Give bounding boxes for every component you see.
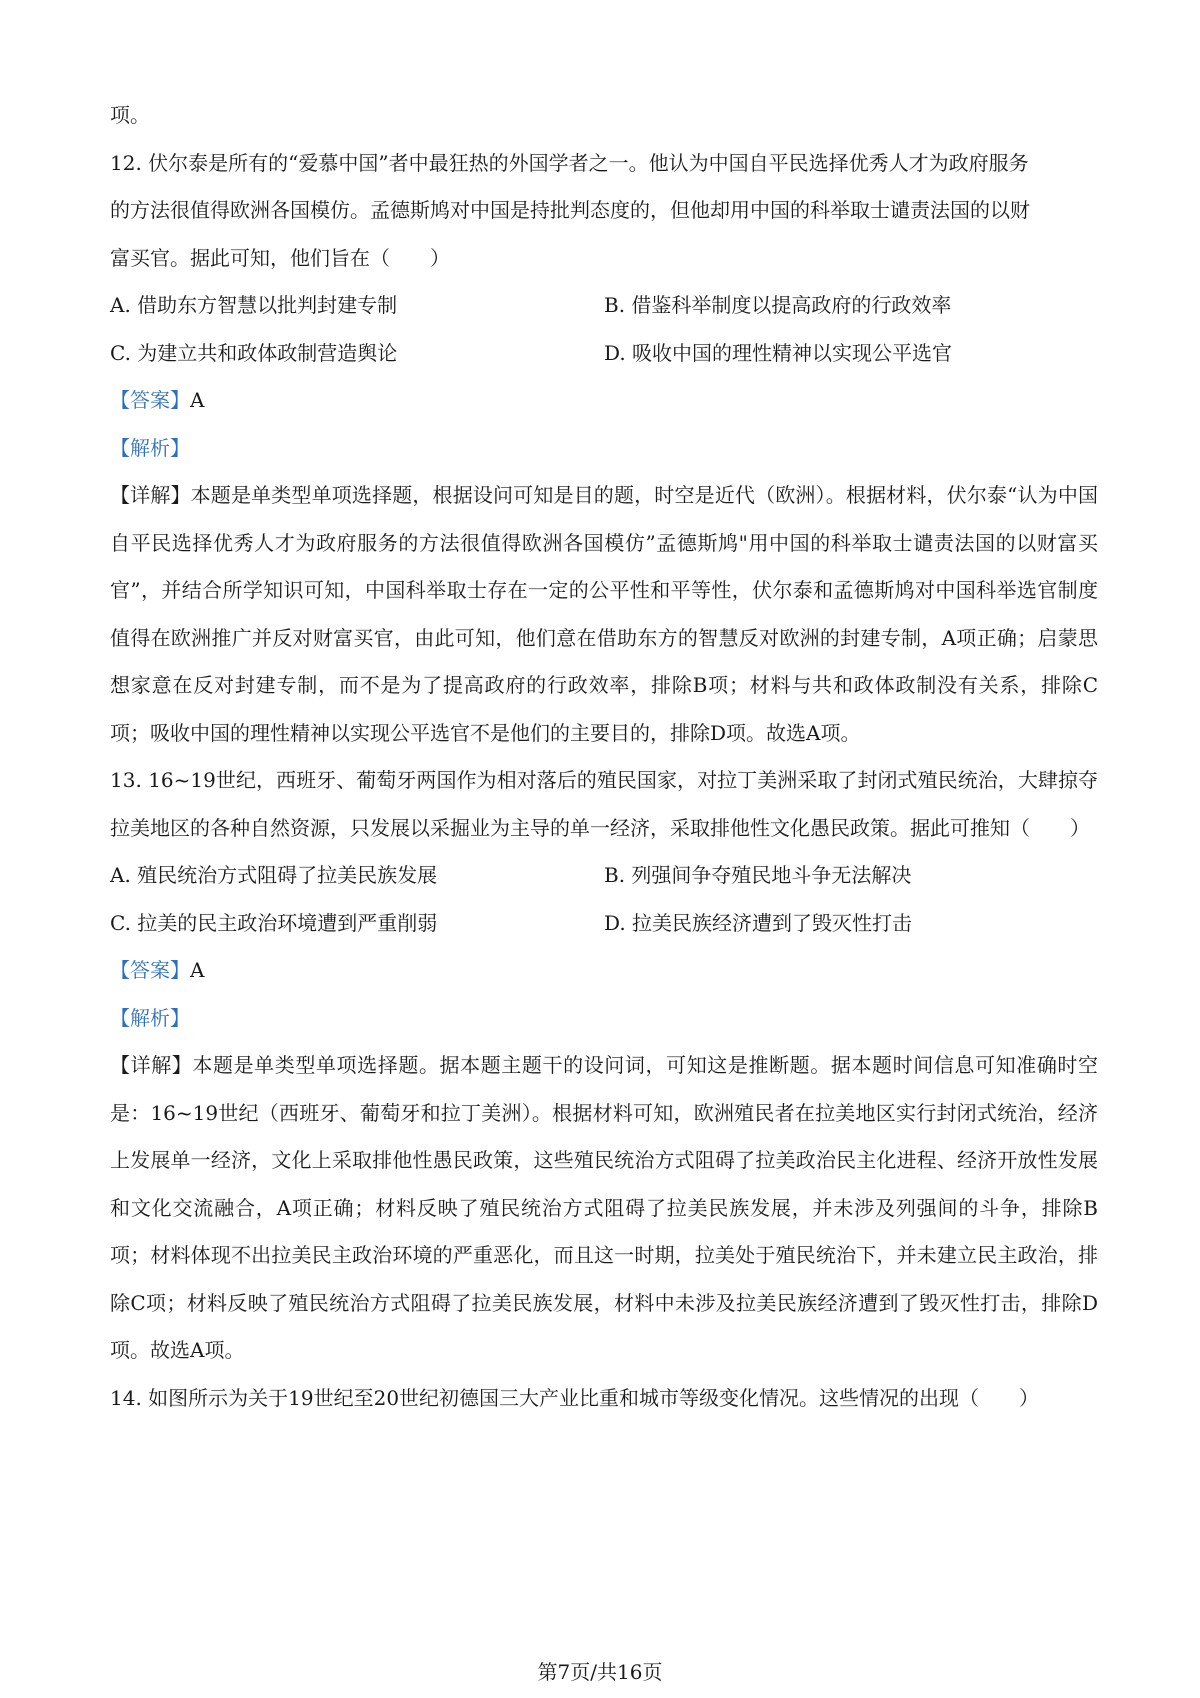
question-13-detail xyxy=(110,1042,1098,1375)
question-13-options-row-1 xyxy=(110,852,1098,900)
analysis-tag: 【解析】 xyxy=(110,1005,190,1030)
answer-tag: 【答案】 xyxy=(110,388,190,412)
detail-text: 本题是单类型单项选择题，根据设问可知是目的题，时空是近代（欧洲）。根据材料，伏尔泰“认为中国自平民选择优秀人才为政府服务的方法很值得欧洲各国模仿”孟德斯鸠"用中国的科举取士谴责法国的以财富买官”，并结合所学知识可知，中国科举取士存在一定的公平性和平等性，伏尔泰和孟德斯鸠对中国科举选官制度值得在欧洲推广并反对财富买官，由此可知，他们意在借助东方的智慧反对欧洲的封建专制，A项正确；启蒙思想家意在反对封建专制，而不是为了提高政府的行政效率，排除B项；材料与共和政体政制没有关系，排除C项；吸收中国的理性精神以实现公平选官不是他们的主要目的，排除D项。故选A项。 xyxy=(110,483,1098,745)
detail-tag: 【详解】 xyxy=(110,483,191,507)
question-13-option-a: A. 殖民统治方式阻碍了拉美民族发展 xyxy=(110,863,438,887)
detail-tag: 【详解】 xyxy=(110,1053,193,1077)
document-page xyxy=(110,92,1098,1422)
question-12-option-a: A. 借助东方智慧以批判封建专制 xyxy=(110,293,398,317)
answer-value: A xyxy=(190,388,205,412)
question-13-option-b: B. 列强间争夺殖民地斗争无法解决 xyxy=(604,863,912,887)
answer-tag: 【答案】 xyxy=(110,958,190,982)
answer-value: A xyxy=(190,958,205,982)
question-13-option-c: C. 拉美的民主政治环境遭到严重削弱 xyxy=(110,910,438,935)
question-12-stem-line-3: 富买官。据此可知，他们旨在（ ） xyxy=(110,245,450,270)
question-13-option-d: D. 拉美民族经济遭到了毁灭性打击 xyxy=(604,910,913,935)
question-13-analysis-heading xyxy=(110,995,1098,1043)
question-12-option-c: C. 为建立共和政体政制营造舆论 xyxy=(110,340,398,365)
question-14-stem: 14. 如图所示为关于19世纪至20世纪初德国三大产业比重和城市等级变化情况。这些情况的出现（ ） xyxy=(110,1385,1040,1410)
question-12-option-d: D. 吸收中国的理性精神以实现公平选官 xyxy=(604,340,953,365)
carry-over-text: 项。 xyxy=(110,103,150,127)
question-13 xyxy=(110,757,1098,1375)
question-13-options-row-2 xyxy=(110,900,1098,948)
question-12-answer xyxy=(110,377,1098,425)
question-14 xyxy=(110,1375,1098,1423)
question-12-stem-line-1: 12. 伏尔泰是所有的“爱慕中国”者中最狂热的外国学者之一。他认为中国自平民选择优秀人才为政府服务 xyxy=(110,150,1029,175)
question-12-analysis-heading xyxy=(110,425,1098,473)
question-12 xyxy=(110,140,1098,758)
question-13-stem: 13. 16~19世纪，西班牙、葡萄牙两国作为相对落后的殖民国家，对拉丁美洲采取了封闭式殖民统治，大肆掠夺拉美地区的各种自然资源，只发展以采掘业为主导的单一经济，采取排他性文化愚民政策。据此可推知（ ） xyxy=(110,768,1098,840)
question-12-options-row-1 xyxy=(110,282,1098,330)
page-footer: 第7页/共16页 xyxy=(537,1660,663,1684)
question-12-stem-line-2: 的方法很值得欧洲各国模仿。孟德斯鸠对中国是持批判态度的，但他却用中国的科举取士谴责法国的以财 xyxy=(110,198,1030,222)
question-13-answer xyxy=(110,947,1098,995)
analysis-tag: 【解析】 xyxy=(110,435,190,460)
question-12-options-row-2 xyxy=(110,330,1098,378)
question-12-option-b: B. 借鉴科举制度以提高政府的行政效率 xyxy=(604,293,952,317)
question-12-detail xyxy=(110,472,1098,757)
detail-text: 本题是单类型单项选择题。据本题主题干的设问词，可知这是推断题。据本题时间信息可知准确时空是：16~19世纪（西班牙、葡萄牙和拉丁美洲）。根据材料可知，欧洲殖民者在拉美地区实行封闭式统治，经济上发展单一经济，文化上采取排他性愚民政策，这些殖民统治方式阻碍了拉美政治民主化进程、经济开放性发展和文化交流融合，A项正确；材料反映了殖民统治方式阻碍了拉美民族发展，并未涉及列强间的斗争，排除B项；材料体现不出拉美民主政治环境的严重恶化，而且这一时期，拉美处于殖民统治下，并未建立民主政治，排除C项；材料反映了殖民统治方式阻碍了拉美民族发展，材料中未涉及拉美民族经济遭到了毁灭性打击，排除D项。故选A项。 xyxy=(110,1053,1099,1362)
